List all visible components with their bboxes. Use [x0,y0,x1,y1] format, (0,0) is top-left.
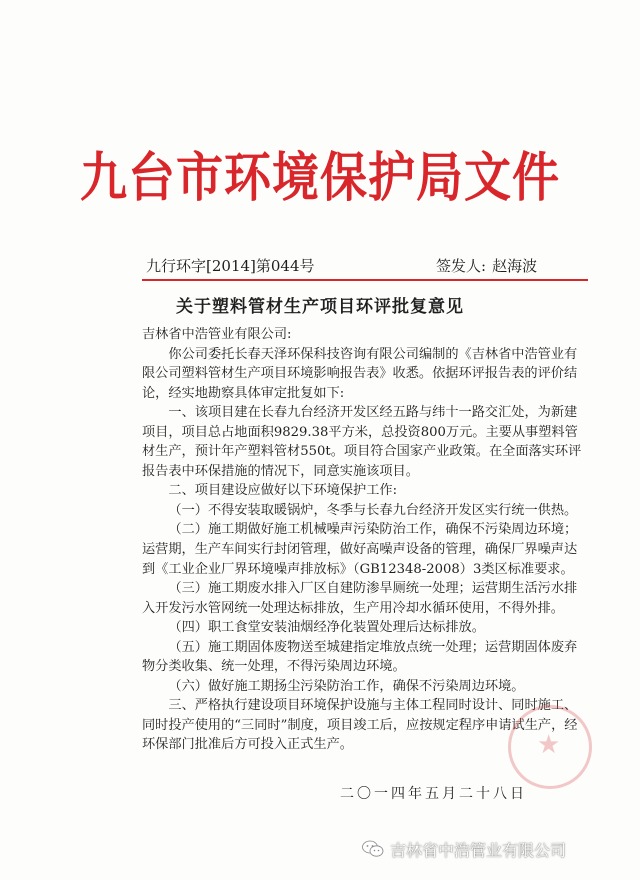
body-paragraph: （六）做好施工期扬尘污染防治工作，确保不污染周边环境。 [168,678,525,694]
wechat-icon [362,840,384,858]
body-paragraph: （二）施工期做好施工机械噪声污染防治工作，确保不污染周边环境；运营期，生产车间实行封闭管理，做好高噪声设备的管理，确保厂界噪声达到《工业企业厂界环境噪声排放标》（GB12348-2008）3类区标准要求。 [142,522,578,577]
seal-star-icon: ★ [537,730,561,760]
document-date: 二〇一四年五月二十八日 [340,786,527,802]
addressee: 吉林省中浩管业有限公司: [142,327,292,342]
body-paragraph: （一）不得安装取暖锅炉，冬季与长春九台经济开发区实行统一供热。 [168,502,578,518]
red-divider-line [142,279,588,281]
signer-label: 签发人: [436,257,487,275]
document-meta [146,255,576,277]
body-paragraph: 你公司委托长春天泽环保科技咨询有限公司编制的《吉林省中浩管业有限公司塑料管材生产项目环境影响报告表》收悉。依据环评报告表的评价结论，经实地勘察具体审定批复如下: [142,346,578,401]
body-paragraph: 三、严格执行建设项目环境保护设施与主体工程同时设计、同时施工、同时投产使用的“三同时”制度，项目竣工后，应按规定程序申请试生产，经环保部门批准后方可投入正式生产。 [142,698,578,753]
watermark-text: 吉林省中浩管业有限公司 [390,840,567,860]
body-paragraph: （三）施工期废水排入厂区自建防渗旱厕统一处理；运营期生活污水排入开发污水管网统一处理达标排放，生产用冷却水循环使用，不得外排。 [142,581,578,616]
document-header-title: 九台市环境保护局文件 [80,147,560,209]
body-paragraph: （四）职工食堂安装油烟经净化装置处理后达标排放。 [168,620,485,636]
body-paragraph: 二、项目建设应做好以下环境保护工作: [168,483,398,499]
watermark [362,838,566,860]
document-number: 九行环字[2014]第044号 [146,257,315,275]
signer-name: 赵海波 [492,257,538,275]
document-body [142,325,588,755]
body-paragraph: 一、该项目建在长春九台经济开发区经五路与纬十一路交汇处，为新建项目，项目总占地面积9829.38平方米，总投资800万元。主要从事塑料管材生产，预计年产塑料管材550t。项目符合国家产业政策。在全面落实环评报告表中环保措施的情况下，同意实施该项目。 [142,405,582,479]
document-subject: 关于塑料管材生产项目环评批复意见 [176,297,464,317]
official-seal [508,705,592,789]
body-paragraph: （五）施工期固体废物送至城建指定堆放点统一处理；运营期固体废弃物分类收集、统一处理，不得污染周边环境。 [142,639,578,675]
signer [436,255,537,276]
